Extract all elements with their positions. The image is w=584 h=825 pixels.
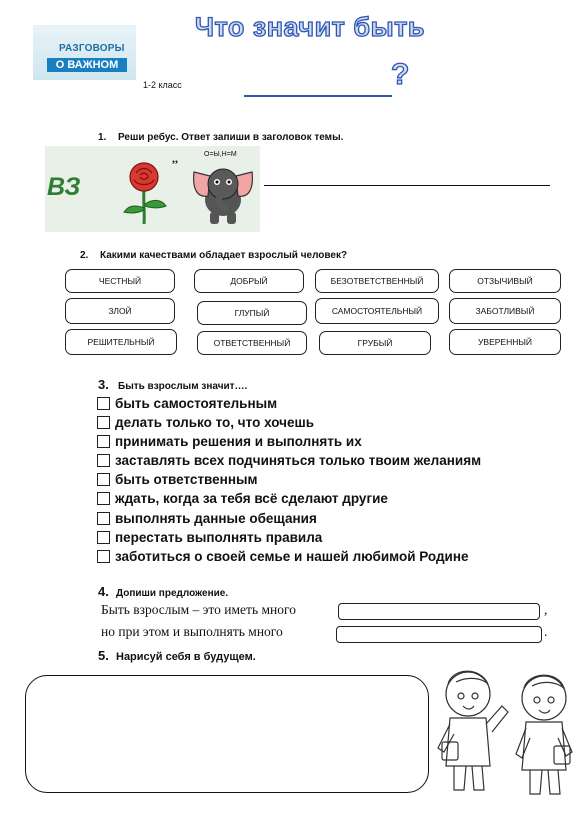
task1-number: 1. <box>98 132 107 143</box>
answer-field-1[interactable] <box>338 603 540 620</box>
option-label: быть ответственным <box>115 472 258 487</box>
option-label: ждать, когда за тебя всё сделают другие <box>115 491 388 506</box>
quality-chip[interactable]: ЧЕСТНЫЙ <box>65 269 175 293</box>
logo-line1: РАЗГОВОРЫ <box>59 43 125 54</box>
rose-icon <box>118 160 170 231</box>
quality-chip[interactable]: ОТЗЫЧИВЫЙ <box>449 269 561 293</box>
task3-heading <box>98 377 247 392</box>
quality-chip[interactable]: ЗЛОЙ <box>65 298 175 324</box>
task5-number: 5. <box>98 648 109 663</box>
quality-chip[interactable]: САМОСТОЯТЕЛЬНЫЙ <box>315 298 439 324</box>
rebus-comma: ,, <box>172 151 178 165</box>
sentence-line2-end: . <box>544 624 548 639</box>
sentence-line2: но при этом и выполнять много <box>101 624 283 639</box>
checkbox[interactable] <box>97 454 110 467</box>
option-label: быть самостоятельным <box>115 396 278 411</box>
title-question-mark: ? <box>391 58 410 91</box>
option-label: заботиться о своей семье и нашей любимой Родине <box>115 549 469 564</box>
quality-chip[interactable]: ЗАБОТЛИВЫЙ <box>449 298 561 324</box>
checkbox[interactable] <box>97 531 110 544</box>
children-illustration <box>428 662 584 807</box>
task5-heading <box>98 648 256 663</box>
checkbox[interactable] <box>97 473 110 486</box>
rebus-substitution: О=Ы,Н=М <box>204 151 237 158</box>
task4-number: 4. <box>98 584 109 599</box>
grade-label: 1-2 класс <box>143 80 182 90</box>
task2-heading <box>80 250 347 261</box>
quality-chip[interactable]: ОТВЕТСТВЕННЫЙ <box>197 331 307 355</box>
sentence-line1: Быть взрослым – это иметь много <box>101 602 296 617</box>
elephant-icon <box>190 162 256 231</box>
logo-line2: О ВАЖНОМ <box>47 58 127 72</box>
quality-chip[interactable]: РЕШИТЕЛЬНЫЙ <box>65 329 177 355</box>
task2-number: 2. <box>80 250 89 261</box>
checkbox[interactable] <box>97 435 110 448</box>
task3-number: 3. <box>98 377 109 392</box>
quality-chip[interactable]: ГЛУПЫЙ <box>197 301 307 325</box>
option-label: делать только то, что хочешь <box>115 415 315 430</box>
task5-text: Нарисуй себя в будущем. <box>116 651 256 663</box>
option-label: принимать решения и выполнять их <box>115 434 362 449</box>
task1-heading <box>98 132 343 143</box>
task1-text: Реши ребус. Ответ запиши в заголовок темы. <box>118 132 344 143</box>
answer-field-2[interactable] <box>336 626 542 643</box>
checkbox[interactable] <box>97 397 110 410</box>
quality-chip[interactable]: ДОБРЫЙ <box>194 269 304 293</box>
option-label: перестать выполнять правила <box>115 530 323 545</box>
page-title: Что значит быть <box>195 12 425 42</box>
option-label: заставлять всех подчиняться только твоим желаниям <box>115 453 482 468</box>
checkbox[interactable] <box>97 550 110 563</box>
drawing-area[interactable] <box>25 675 429 793</box>
sentence-line1-end: , <box>544 602 548 617</box>
task4-text: Допиши предложение. <box>116 588 229 599</box>
task4-heading <box>98 584 228 599</box>
option-label: выполнять данные обещания <box>115 511 317 526</box>
task2-text: Какими качествами обладает взрослый человек? <box>100 250 348 261</box>
quality-chip[interactable]: УВЕРЕННЫЙ <box>449 329 561 355</box>
quality-chip[interactable]: ГРУБЫЙ <box>319 331 431 355</box>
checkbox[interactable] <box>97 416 110 429</box>
rebus-letters: ВЗ <box>47 173 81 201</box>
checkbox[interactable] <box>97 512 110 525</box>
checkbox[interactable] <box>97 492 110 505</box>
logo <box>33 25 136 80</box>
quality-chip[interactable]: БЕЗОТВЕТСТВЕННЫЙ <box>315 269 439 293</box>
rebus-answer-line[interactable] <box>264 185 550 186</box>
title-blank-line <box>244 95 392 97</box>
task3-text: Быть взрослым значит…. <box>118 381 248 392</box>
